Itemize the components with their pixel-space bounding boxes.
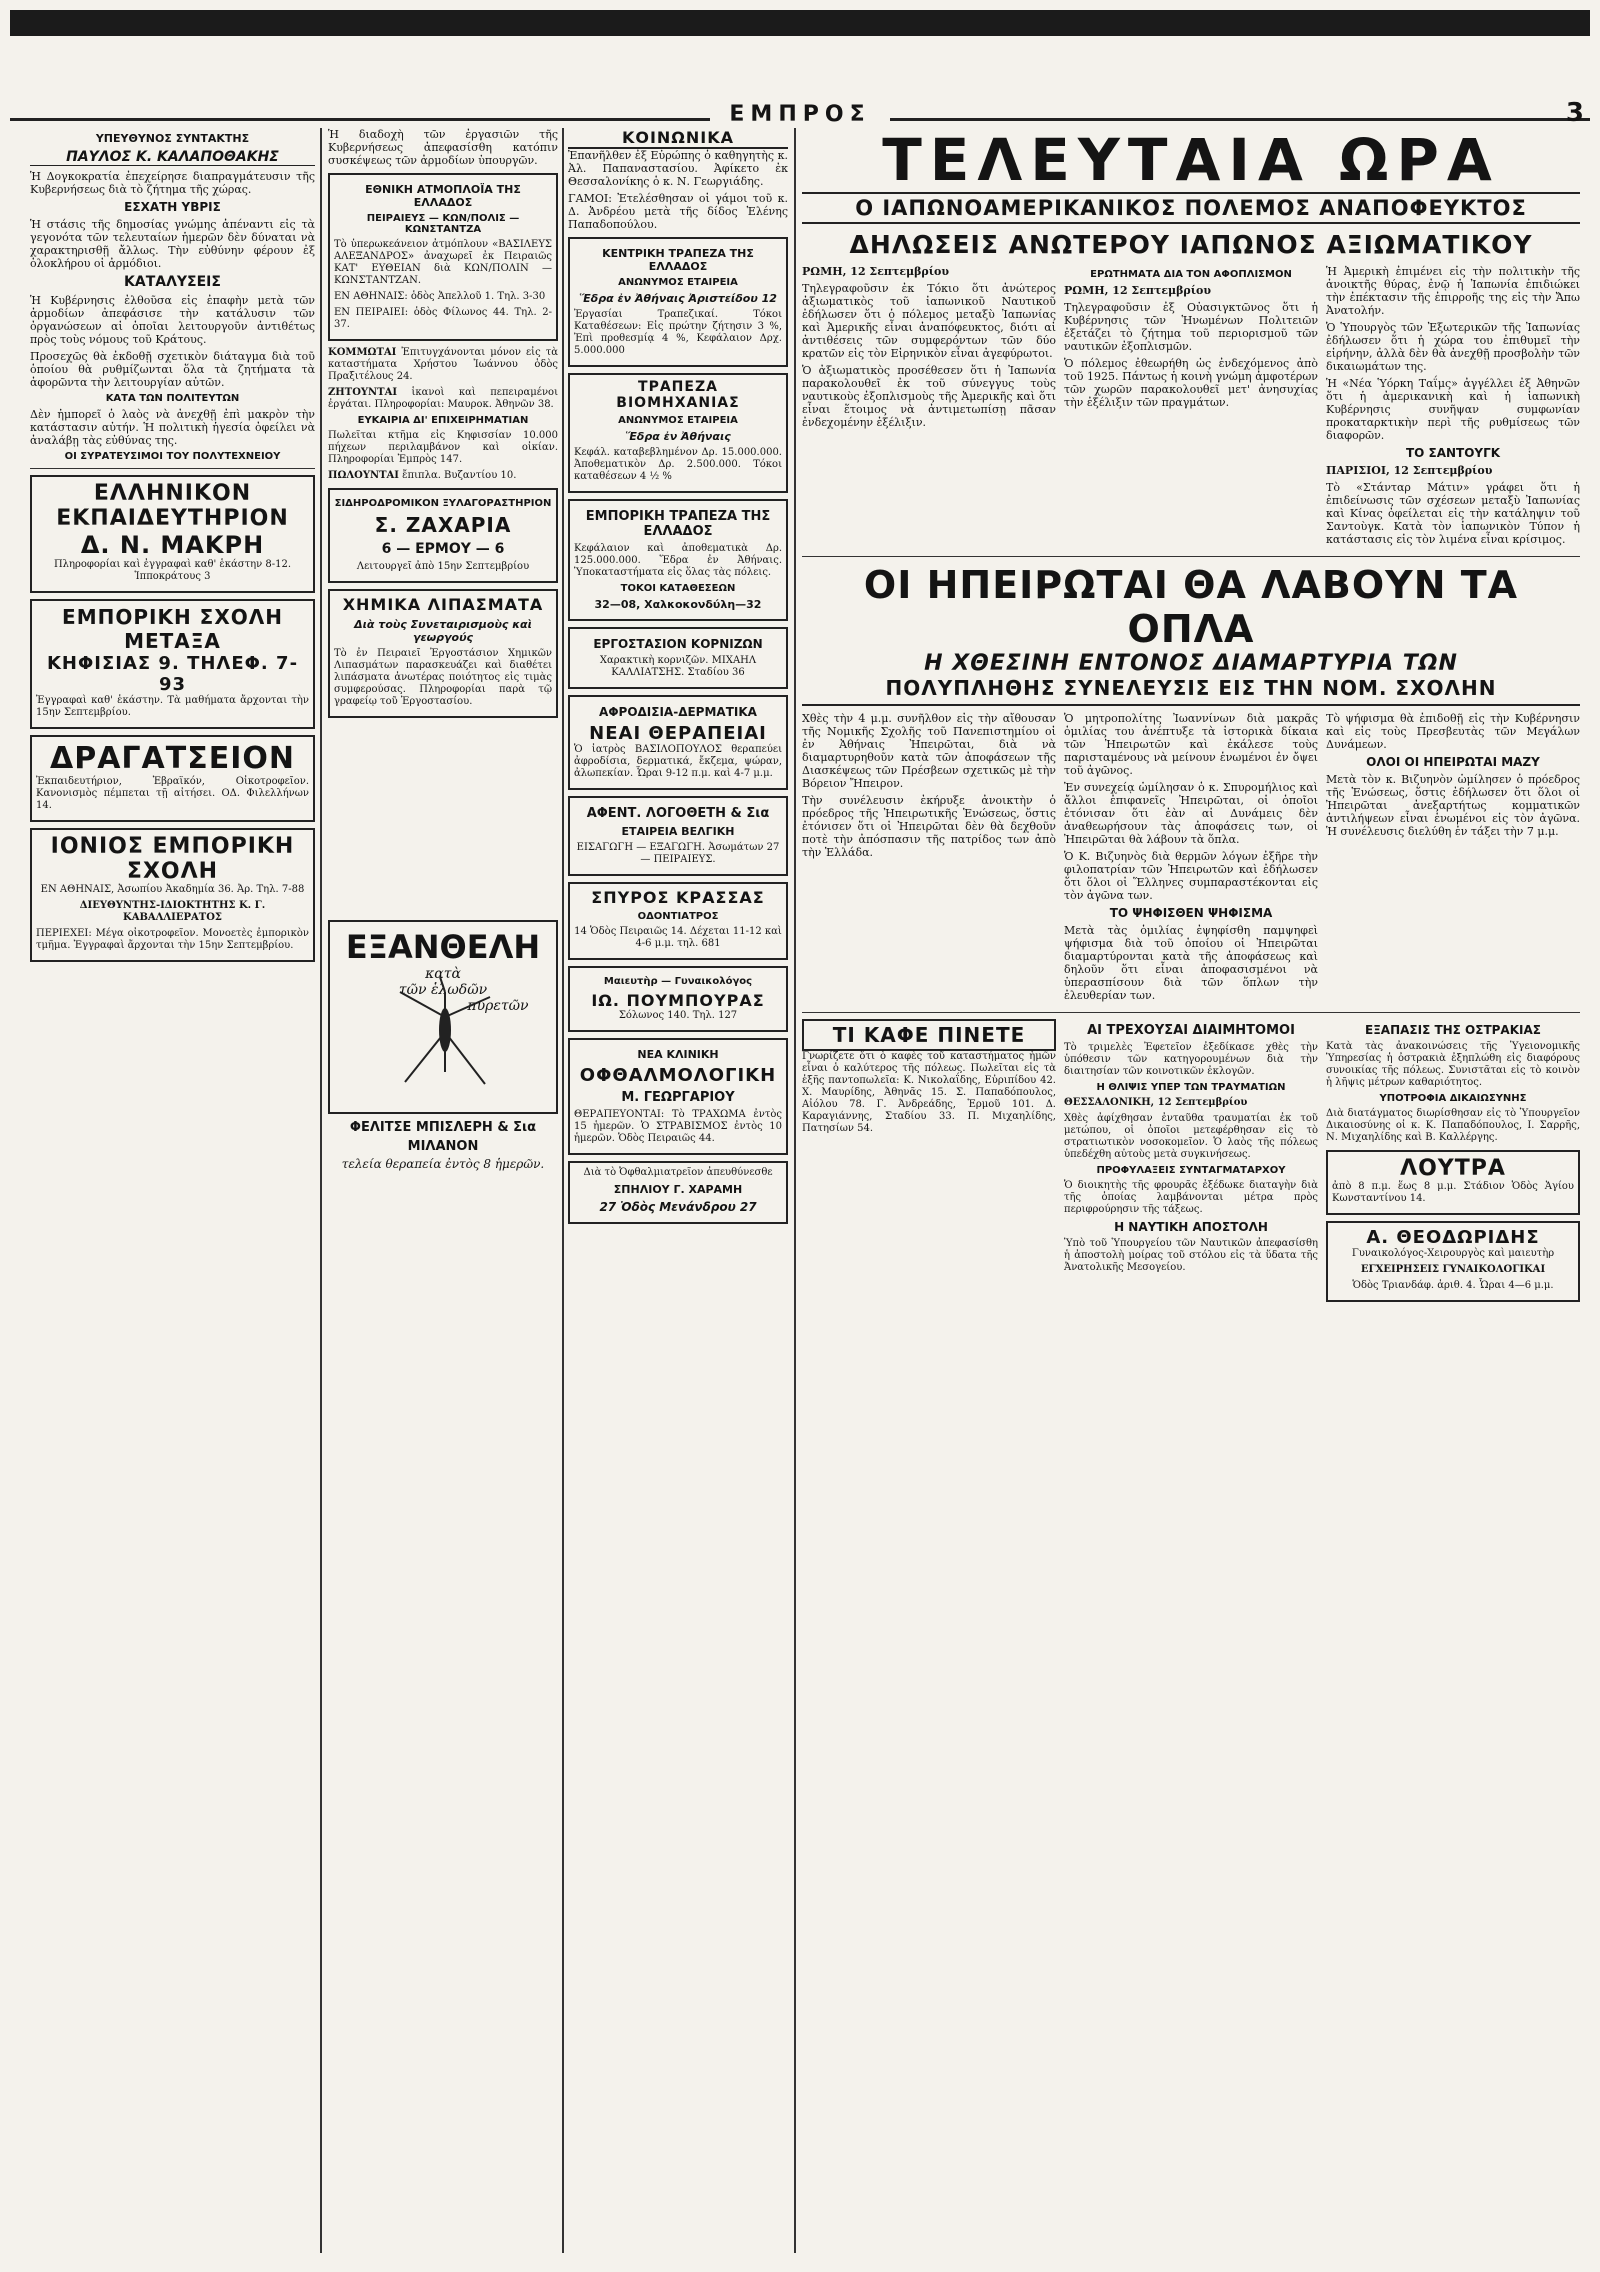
page-number: 3 [1565,98,1584,128]
ad-subtitle: ΝΕΑΙ ΘΕΡΑΠΕΙΑΙ [589,723,767,744]
dateline: ΡΩΜΗ, 12 Σεπτεμβρίου [1064,284,1211,297]
headline: ΔΗΛΩΣΕΙΣ ΑΝΩΤΕΡΟΥ ΙΑΠΩΝΟΣ ΑΞΙΩΜΑΤΙΚΟΥ [849,230,1533,259]
ad-frames [568,627,788,689]
ad-city: ΜΙΛΑΝΟΝ [407,1139,479,1154]
ad-zacharia [328,488,558,583]
ad-title: ΙΩ. ΠΟΥΜΠΟΥΡΑΣ [591,991,765,1010]
ad-claim: τελεία θεραπεία ἐντὸς 8 ἡμερῶν. [341,1157,545,1171]
ad-text: Σόλωνος 140. Τηλ. 127 [618,1010,738,1021]
ad-office: ΕΝ ΠΕΙΡΑΙΕΙ: ὁδὸς Φίλωνος 44. Τηλ. 2-37. [334,307,552,330]
ad-steamship [328,173,558,341]
ad-tagline: τῶν ἑλωδῶν [398,982,488,998]
ad-text: Τὸ ἐν Πειραιεῖ Ἐργοστάσιον Χημικῶν Λιπασμάτων παρασκευάζει καὶ διαθέτει λιπάσματα ἀνωτέρας ποιότητος εἰς τιμὰς συμφερούσας. Πληροφορίαι παρὰ τῷ γραφείῳ τοῦ Ἐργοστασίου. [334,648,552,707]
classified-title: ΠΩΛΟΥΝΤΑΙ [328,470,399,481]
ad-address: Ὁδὸς Τριανδάφ. ἀριθ. 4. Ὧραι 4—6 μ.μ. [1352,1280,1554,1291]
article-paragraph: Ἡ Ἀμερικὴ ἐπιμένει εἰς τὴν πολιτικὴν τῆς ἀνοικτῆς θύρας, ἐνῷ ἡ Ἰαπωνία ἐπιδιώκει τὴν ἐπέκτασιν τῆς ἐπιρροῆς της εἰς τὴν Ἄπω Ἀνατολήν. [1326,265,1580,317]
ad-name: Δ. Ν. ΜΑΚΡΗ [80,531,265,559]
bank-address: Ἕδρα ἐν Ἀθήναις [625,430,731,443]
article-paragraph: Τηλεγραφοῦσιν ἐκ Τόκιο ὅτι ἀνώτερος ἀξιωματικὸς τοῦ ἰαπωνικοῦ Ναυτικοῦ ἐδήλωσεν ὅτι ὁ πόλεμος μεταξὺ Ἰαπωνίας καὶ Ἀμερικῆς εἶναι ἀναπόφευκτος, διότι αἱ ἀντιθέσεις τῶν συμφερόντων τῶν δύο κρατῶν εἰς τὸν Εἰρηνικὸν εἶναι ἀγεφύρωτοι. [802,282,1056,360]
article-paragraph: Τὸ «Στάνταρ Μάτιν» γράφει ὅτι ἡ ἐπιδείνωσις τῶν σχέσεων μεταξὺ Ἰαπωνίας καὶ Κίνας ὀφείλεται εἰς τὴν κατάληψιν τοῦ Σαντοὺγκ. Κατὰ τὸν ἰαπωνικὸν Τύπον ἡ κατάστασις εἰς τὸν λιμένα εἶναι κρίσιμος. [1326,481,1580,546]
ad-title: ΙΟΝΙΟΣ ΕΜΠΟΡΙΚΗ ΣΧΟΛΗ [50,834,295,884]
ad-theodoridis [1326,1221,1580,1302]
article-paragraph: Ὁ πόλεμος ἐθεωρήθη ὡς ἐνδεχόμενος ἀπὸ τοῦ 1925. Πάντως ἡ κοινὴ γνώμη ἀμφοτέρων τῶν χωρῶν παρακολουθεῖ μετ' ἀνησυχίας τὴν ἐξέλιξιν τῶν πραγμάτων. [1064,357,1318,409]
section-title: ΕΞΑΠΑΣΙΣ ΤΗΣ ΟΣΤΡΑΚΙΑΣ [1365,1023,1541,1037]
article-paragraph: Μετὰ τὸν κ. Βιζυηνὸν ὡμίλησεν ὁ πρόεδρος τῆς Ἑνώσεως, ὅστις ἐδήλωσεν ὅτι ὅλοι οἱ Ἠπειρῶται ἀνεξαρτήτως κομματικῶν ἀντιλήψεων εἶναι ἑνωμένοι εἰς τὸν ἀγῶνα. Ἡ συνέλευσις διελύθη ἐν τάξει τὴν 7 μ.μ. [1326,773,1580,838]
ad-ionios-school [30,828,315,962]
banner-headline: ΤΕΛΕΥΤΑΙΑ ΩΡΑ [882,128,1500,194]
classified-text: Ἐπιτυγχάνονται μόνον εἰς τὰ καταστήματα Χρήστου Ἰωάννου ὁδὸς Πραξιτέλους 24. [328,347,558,382]
ad-subtitle: ΟΔΟΝΤΙΑΤΡΟΣ [637,911,719,922]
section-title: ΚΟΙΝΩΝΙΚΑ [568,128,788,149]
bank-title: ΚΕΝΤΡΙΚΗ ΤΡΑΠΕΖΑ ΤΗΣ ΕΛΛΑΔΟΣ [602,247,754,273]
article-paragraph: Ὑπὸ τοῦ Ὑπουργείου τῶν Ναυτικῶν ἀπεφασίσθη ἡ ἀποστολὴ μοίρας τοῦ στόλου εἰς τὰ ὕδατα τῆς Ἀνατολικῆς Μεσογείου. [1064,1238,1318,1273]
column-rule [320,128,322,2253]
classified-text: ἱκανοὶ καὶ πεπειραμένοι ἐργάται. Πληροφορίαι: Μαυροκ. Ἀθηνῶν 38. [328,387,558,410]
masthead-title: ΕΜΠΡΟΣ [710,102,890,127]
ad-address: ΕΝ ΑΘΗΝΑΙΣ, Ἀσωπίου Ἀκαδημία 36. Ἀρ. Τηλ. 7-88 [40,884,305,895]
ad-text: Διὰ τὸ Ὀφθαλμιατρεῖον ἀπευθύνεσθε [583,1167,773,1178]
ad-title: ΟΦΘΑΛΜΟΛΟΓΙΚΗ [579,1065,777,1086]
ad-text: Ὁ ἰατρὸς ΒΑΣΙΛΟΠΟΥΛΟΣ θεραπεύει ἀφροδίσια, δερματικά, ἔκζεμα, ψώραν, ἀλωπεκίαν. Ὧραι 9-12 π.μ. καὶ 4-7 μ.μ. [574,744,782,779]
classified-text: Πωλεῖται κτῆμα εἰς Κηφισσίαν 10.000 πήχεων περιλαμβάνον καὶ οἰκίαν. Πληροφορίαι Ἐμπρὸς 147. [328,430,558,465]
classified-title: ΖΗΤΟΥΝΤΑΙ [328,387,398,398]
bank-subtitle: ΤΟΚΟΙ ΚΑΤΑΘΕΣΕΩΝ [620,583,736,594]
classified-text: ἔπιπλα. Βυζαντίου 10. [402,470,517,481]
headline: Η ΧΘΕΣΙΝΗ ΕΝΤΟΝΟΣ ΔΙΑΜΑΡΤΥΡΙΑ ΤΩΝ [924,651,1458,676]
article-paragraph: Ἡ Κυβέρνησις ἐλθοῦσα εἰς ἐπαφὴν μετὰ τῶν ἀρμοδίων ἀπεφάσισε τὴν κατάλυσιν τῶν ὀργανώσεων αἱ ὁποῖαι λειτουργοῦν ἀντιθέτως πρὸς τοὺς νόμους τοῦ Κράτους. [30,294,315,346]
ad-title: ΑΦΕΝΤ. ΛΟΓΟΘΕΤΗ & Σια [586,806,770,821]
article-paragraph: Διὰ διατάγματος διωρίσθησαν εἰς τὸ Ὑπουργεῖον Δικαιοσύνης οἱ κ. Κ. Παπαδόπουλος, Ι. Σαρρῆς, Ν. Μιχαηλίδης καὶ Β. Καλλέργης. [1326,1108,1580,1143]
article-paragraph: Δὲν ἠμπορεῖ ὁ λαὸς νὰ ἀνεχθῇ ἐπὶ μακρὸν τὴν κατάστασιν αὐτήν. Ἡ πολιτικὴ ἡγεσία ὀφείλει νὰ ἀναλάβῃ τὰς εὐθύνας της. [30,408,315,447]
headline: ΟΙ ΗΠΕΙΡΩΤΑΙ ΘΑ ΛΑΒΟΥΝ ΤΑ ΟΠΛΑ [863,563,1519,651]
article-paragraph: ΓΑΜΟΙ: Ἐτελέσθησαν οἱ γάμοι τοῦ κ. Δ. Ἀνδρέου μετὰ τῆς δίδος Ἑλένης Παπαδοπούλου. [568,192,788,231]
ad-commercial-bank [568,499,788,621]
ad-fertilizers [328,589,558,718]
dateline: ΡΩΜΗ, 12 Σεπτεμβρίου [802,265,949,278]
article-paragraph: Προσεχῶς θὰ ἐκδοθῇ σχετικὸν διάταγμα διὰ τοῦ ὁποίου θὰ ρυθμίζωνται ὅλα τὰ ζητήματα τὰ ἀφορῶντα τὴν λειτουργίαν αὐτῶν. [30,350,315,389]
article-paragraph: Ἐπανῆλθεν ἐξ Εὐρώπης ὁ καθηγητὴς κ. Ἀλ. Παπαναστασίου. Ἀφίκετο ἐκ Θεσσαλονίκης ὁ κ. Ν. Γεωργιάδης. [568,149,788,188]
ad-title: ΧΗΜΙΚΑ ΛΙΠΑΣΜΑΤΑ [342,595,544,614]
ad-logotheti [568,796,788,876]
ad-brand: ΕΞΑΝΘΕΛΗ [345,928,541,966]
ad-metaxa-school [30,599,315,729]
column-rule [562,128,564,2253]
dateline: ΠΑΡΙΣΙΟΙ, 12 Σεπτεμβρίου [1326,464,1493,477]
ad-baths [1326,1150,1580,1215]
illustrated-ad [328,914,558,1175]
mosquito-icon [390,972,500,1092]
bank-text: Ἐργασίαι Τραπεζικαί. Τόκοι Καταθέσεων: Εἰς πρώτην ζήτησιν 3 %, Ἐπὶ προθεσμίᾳ 4 %, Κεφάλαιον Δρχ. 5.000.000 [574,309,782,356]
divider [802,1012,1580,1013]
bank-text: Κεφάλ. καταβεβλημένον Δρ. 15.000.000. Ἀποθεματικὸν Δρ. 2.500.000. Τόκοι καταθέσεων 4 ½ % [574,447,782,482]
kicker-headline: Ο ΙΑΠΩΝΟΑΜΕΡΙΚΑΝΙΚΟΣ ΠΟΛΕΜΟΣ ΑΝΑΠΟΦΕΥΚΤΟΣ [802,192,1580,224]
article-paragraph: Ἡ διαδοχὴ τῶν ἐργασιῶν τῆς Κυβερνήσεως ἀπεφασίσθη κατόπιν συσκέψεως τῶν ἀρμοδίων ὑπουργῶν. [328,128,558,167]
dateline: ΘΕΣΣΑΛΟΝΙΚΗ, 12 Σεπτεμβρίου [1064,1097,1248,1108]
ad-subtitle: ΕΤΑΙΡΕΙΑ ΒΕΛΓΙΚΗ [621,825,735,838]
article-paragraph: Ἡ στάσις τῆς δημοσίας γνώμης ἀπέναντι εἰς τὰ γεγονότα τῶν τελευταίων ἡμερῶν δὲν δύναται νὰ χαρακτηρισθῇ ἄλλως. Τὴν εὐθύνην φέρουν ἐξ ὁλοκλήρου οἱ ἀρμόδιοι. [30,218,315,270]
section-title: ΑΙ ΤΡΕΧΟΥΣΑΙ ΔΙΑΙΜΗΤΟΜΟΙ [1087,1023,1295,1038]
ad-title: ΔΡΑΓΑΤΣΕΙΟΝ [50,741,295,776]
ad-title: ΑΦΡΟΔΙΣΙΑ-ΔΕΡΜΑΤΙΚΑ [599,705,757,719]
section-title: ΤΙ ΚΑΦΕ ΠΙΝΕΤΕ [802,1019,1056,1051]
ad-title: ΕΘΝΙΚΗ ΑΤΜΟΠΛΟΪΑ ΤΗΣ ΕΛΛΑΔΟΣ [365,183,521,209]
article-paragraph: Ἡ Δογκοκρατία ἐπεχείρησε διαπραγμάτευσιν τῆς Κυβερνήσεως διὰ τὸ ζήτημα τῆς χώρας. [30,170,315,196]
ad-title: ΣΙΔΗΡΟΔΡΟΜΙΚΟΝ ΞΥΛΑΓΟΡΑΣΤΗΡΙΟΝ [334,498,552,509]
column-2 [328,128,558,908]
divider [802,556,1580,557]
ad-title: Α. ΘΕΟΔΩΡΙΔΗΣ [1366,1227,1540,1248]
ad-director: ΔΙΕΥΘΥΝΤΗΣ-ΙΔΙΟΚΤΗΤΗΣ Κ. Γ. ΚΑΒΑΛΛΙΕΡΑΤΟΣ [79,900,266,923]
subhead: ΟΙ ΣΥΡΑΤΕΥΣΙΜΟΙ ΤΟΥ ΠΟΛΥΤΕΧΝΕΙΟΥ [64,451,281,462]
ad-tagline: πυρετῶν [467,998,529,1014]
article-paragraph: Τὸ τριμελὲς Ἐφετεῖον ἐξεδίκασε χθὲς τὴν ὑπόθεσιν τῶν κατηγορουμένων διὰ τὴν διαιτησίαν τῶν κοινοτικῶν ἐκλογῶν. [1064,1042,1318,1077]
subhead: Η ΘΛΙΨΙΣ ΥΠΕΡ ΤΩΝ ΤΡΑΥΜΑΤΙΩΝ [1096,1082,1286,1093]
divider [30,468,315,469]
ad-title: ΕΜΠΟΡΙΚΗ ΣΧΟΛΗ ΜΕΤΑΞΑ [62,605,283,653]
bank-subtitle: ΑΝΩΝΥΜΟΣ ΕΤΑΙΡΕΙΑ [618,277,738,288]
article-paragraph: Κατὰ τὰς ἀνακοινώσεις τῆς Ὑγειονομικῆς Ὑπηρεσίας ἡ ὀστρακιὰ ἐξηπλώθη εἰς διαφόρους συνοικίας τῆς πόλεως. Συνιστᾶται εἰς τὸ κοινὸν ἡ λῆψις μέτρων καθαριότητος. [1326,1041,1580,1088]
ad-eye-clinic [568,1038,788,1155]
ad-text: Πληροφορίαι καὶ ἐγγραφαὶ καθ' ἑκάστην 8-12. Ἱπποκράτους 3 [53,559,292,582]
bank-address: Ἕδρα ἐν Ἀθήναις Ἀριστείδου 12 [579,292,777,305]
article-paragraph: Χθὲς τὴν 4 μ.μ. συνῆλθον εἰς τὴν αἴθουσαν τῆς Νομικῆς Σχολῆς τοῦ Πανεπιστημίου οἱ ἐν Ἀθήναις Ἠπειρῶται, διὰ νὰ διαμαρτυρηθοῦν κατὰ τῶν ἀποφάσεων τῆς Διασκέψεως τῶν Πρέσβεων σχετικῶς μὲ τὴν Βόρειον Ἤπειρον. [802,712,1056,790]
ad-text: ΕΙΣΑΓΩΓΗ — ΕΞΑΓΩΓΗ. Ἀσωμάτων 27 — ΠΕΙΡΑΙΕΥΣ. [576,842,780,865]
ad-title: ΛΟΥΤΡΑ [1400,1156,1506,1181]
subhead: ΟΛΟΙ ΟΙ ΗΠΕΙΡΩΤΑΙ ΜΑΖΥ [1366,755,1540,769]
article-paragraph: Γνωρίζετε ὅτι ὁ καφὲς τοῦ καταστήματος ἡμῶν εἶναι ὁ καλύτερος τῆς πόλεως. Πωλεῖται εἰς τὰ ἑξῆς παντοπωλεῖα: Κ. Νικολαΐδης, Εὐριπίδου 42. Χ. Μαυρίδης, Ἀθηνᾶς 15. Σ. Παπαδόπουλος, Αἰόλου 78. Γ. Ἀνδρεάδης, Ἑρμοῦ 101. Δ. Καραγιάννης, Σταδίου 33. Π. Μιχαηλίδης, Πατησίων 54. [802,1051,1056,1134]
ad-makris-school [30,475,315,593]
ad-address: 6 — ΕΡΜΟΥ — 6 [381,541,505,557]
byline-name: ΠΑΥΛΟΣ Κ. ΚΑΛΑΠΟΘΑΚΗΣ [30,149,315,166]
bank-phone: 32—08, Χαλκοκονδύλη—32 [594,598,762,611]
article-paragraph: Ὁ ἀξιωματικὸς προσέθεσεν ὅτι ἡ Ἰαπωνία παρακολουθεῖ ἐκ τοῦ σύνεγγυς τοὺς ναυτικοὺς ἐξοπλισμοὺς τῆς Ἀμερικῆς καὶ ὅτι εἶναι ἕτοιμος νὰ ἀντιμετωπίσῃ πᾶσαν ἐνδεχομένην ἐξέλιξιν. [802,364,1056,429]
ad-address: 27 Ὁδὸς Μενάνδρου 27 [599,1200,757,1214]
article-paragraph: Ὁ διοικητὴς τῆς φρουρᾶς ἐξέδωκε διαταγὴν διὰ τῆς ὁποίας λαμβάνονται μέτρα πρὸς περιφρούρησιν τῆς τάξεως. [1064,1180,1318,1215]
subhead: Η ΝΑΥΤΙΚΗ ΑΠΟΣΤΟΛΗ [1114,1220,1268,1234]
ad-charamis [568,1161,788,1224]
bank-title: ΕΜΠΟΡΙΚΗ ΤΡΑΠΕΖΑ ΤΗΣ ΕΛΛΑΔΟΣ [585,509,771,539]
ad-name: ΣΠΗΛΙΟΥ Γ. ΧΑΡΑΜΗ [613,1183,743,1196]
classified-title: ΚΟΜΜΩΤΑΙ [328,347,397,358]
ad-text: ΠΕΡΙΕΧΕΙ: Μέγα οἰκοτροφεῖον. Μονοετὲς ἐμπορικὸν τμῆμα. Ἐγγραφαὶ ἄρχονται τὴν 15ην Σεπτεμβρίου. [36,928,309,951]
ad-text: ἀπὸ 8 π.μ. ἕως 8 μ.μ. Στάδιον Ὁδὸς Ἁγίου Κωνσταντίνου 14. [1332,1181,1574,1204]
page-top-band [10,10,1590,36]
ad-krassas [568,882,788,960]
subhead: ΥΠΟΤΡΟΦΙΑ ΔΙΚΑΙΩΣΥΝΗΣ [1379,1093,1527,1104]
ad-tagline: κατὰ [425,966,461,982]
subhead: ΠΡΟΦΥΛΑΞΕΙΣ ΣΥΝΤΑΓΜΑΤΑΡΧΟΥ [1096,1165,1286,1176]
subhead: ΕΡΩΤΗΜΑΤΑ ΔΙΑ ΤΟΝ ΑΦΟΠΛΙΣΜΟΝ [1090,269,1292,280]
byline-label: ΥΠΕΥΘΥΝΟΣ ΣΥΝΤΑΚΤΗΣ [95,132,250,145]
ad-text: Χαρακτικὴ κορνιζῶν. ΜΙΧΑΗΛ ΚΑΛΛΙΑΤΣΗΣ. Σταδίου 36 [599,655,757,678]
article-paragraph: Μετὰ τὰς ὁμιλίας ἐψηφίσθη παμψηφεὶ ψήφισμα διὰ τοῦ ὁποίου οἱ Ἠπειρῶται διαμαρτύρονται κατὰ τῆς ἀποφάσεως καὶ δηλοῦν ὅτι εἶναι ἀποφασισμένοι νὰ ὑπερασπίσουν διὰ τῶν ὅπλων τὴν ἐλευθερίαν των. [1064,924,1318,1002]
ad-central-bank [568,237,788,367]
column-4-last-hour [802,128,1580,2248]
column-3 [568,128,788,2248]
ad-title: ΕΛΛΗΝΙΚΟΝ ΕΚΠΑΙΔΕΥΤΗΡΙΟΝ [56,481,289,531]
ad-text: ΘΕΡΑΠΕΥΟΝΤΑΙ: Τὸ ΤΡΑΧΩΜΑ ἐντὸς 15 ἡμερῶν. Ὁ ΣΤΡΑΒΙΣΜΟΣ ἐντὸς 10 ἡμερῶν. Ὁδὸς Πειραιῶς 44. [574,1109,782,1144]
ad-subtitle: Μαιευτὴρ — Γυναικολόγος [603,976,753,987]
bank-title: ΤΡΑΠΕΖΑ ΒΙΟΜΗΧΑΝΙΑΣ [616,379,740,411]
ad-text: ΕΓΧΕΙΡΗΣΕΙΣ ΓΥΝΑΙΚΟΛΟΓΙΚΑΙ [1360,1264,1546,1275]
article-paragraph: Ἡ «Νέα Ὑόρκη Ταΐμς» ἀγγέλλει ἐξ Ἀθηνῶν ὅτι ἡ ἀμερικανικὴ καὶ ἡ ἰαπωνικὴ Κυβέρνησις συνῆψαν συμφωνίαν προκαταρκτικὴν περὶ τῆς ρυθμίσεως τῶν διαφορῶν. [1326,377,1580,442]
subhead: ΤΟ ΣΑΝΤΟΥΓΚ [1405,446,1501,460]
column-rule [794,128,796,2253]
ad-illustration-box [328,920,558,1114]
subhead: ΚΑΤΑΛΥΣΕΙΣ [124,274,221,290]
ad-dragatseion [30,735,315,822]
article-paragraph: Χθὲς ἀφίχθησαν ἐνταῦθα τραυματίαι ἐκ τοῦ μετώπου, οἱ ὁποῖοι μετεφέρθησαν εἰς τὸ στρατιωτικὸν νοσοκομεῖον. Ὁ λαὸς τῆς πόλεως ὑπεδέχθη αὐτοὺς μετὰ συγκινήσεως. [1064,1113,1318,1160]
ad-address: ΚΗΦΙΣΙΑΣ 9. ΤΗΛΕΦ. 7-93 [46,653,299,695]
ad-text: Τὸ ὑπερωκεάνειον ἀτμόπλουν «ΒΑΣΙΛΕΥΣ ΑΛΕΞΑΝΔΡΟΣ» ἀναχωρεῖ ἐκ Πειραιῶς ΚΑΤ' ΕΥΘΕΙΑΝ διὰ ΚΩΝ/ΠΟΛΙΝ — ΚΩΝΣΤΑΝΤΖΑΝ. [334,239,552,286]
article-paragraph: Ὁ Ὑπουργὸς τῶν Ἐξωτερικῶν τῆς Ἰαπωνίας ἐδήλωσεν ὅτι ἡ χώρα του ἐπιθυμεῖ τὴν εἰρήνην, ἀλλὰ δὲν θὰ ἀνεχθῇ προσβολὴν τῶν δικαιωμάτων της. [1326,321,1580,373]
subhead: ΕΣΧΑΤΗ ΥΒΡΙΣ [124,200,221,214]
ad-note: Λειτουργεῖ ἀπὸ 15ην Σεπτεμβρίου [356,561,530,572]
ad-name: Σ. ΖΑΧΑΡΙΑ [374,513,512,537]
article-paragraph: Τηλεγραφοῦσιν ἐξ Οὐασιγκτῶνος ὅτι ἡ Κυβέρνησις τῶν Ἡνωμένων Πολιτειῶν ἐξετάζει τὸ ζήτημα τοῦ περιορισμοῦ τῶν ναυτικῶν ἐξοπλισμῶν. [1064,301,1318,353]
classified-title: ΕΥΚΑΙΡΙΑ ΔΙ' ΕΠΙΧΕΙΡΗΜΑΤΙΑΝ [357,415,529,426]
ad-maker: ΦΕΛΙΤΣΕ ΜΠΙΣΛΕΡΗ & Σια [349,1120,537,1135]
article-paragraph: Τὸ ψήφισμα θὰ ἐπιδοθῇ εἰς τὴν Κυβέρνησιν καὶ εἰς τοὺς Πρεσβευτὰς τῶν Μεγάλων Δυνάμεων. [1326,712,1580,751]
ad-title: ΣΠΥΡΟΣ ΚΡΑΣΣΑΣ [591,888,765,907]
ad-text: 14 Ὁδὸς Πειραιῶς 14. Δέχεται 11-12 καὶ 4-6 μ.μ. τηλ. 681 [574,926,782,949]
newspaper-page [10,10,1590,2262]
article-paragraph: Ἐν συνεχείᾳ ὡμίλησαν ὁ κ. Σπυρομήλιος καὶ ἄλλοι ἐπιφανεῖς Ἠπειρῶται, οἱ ὁποῖοι ἐτόνισαν ὅτι ἐὰν αἱ Δυνάμεις δὲν ἀναθεωρήσουν τὰς ἀποφάσεις των, οἱ Ἠπειρῶται θὰ λάβουν τὰ ὅπλα. [1064,781,1318,846]
subhead: ΚΑΤΑ ΤΩΝ ΠΟΛΙΤΕΥΤΩΝ [105,393,240,404]
column-1 [30,128,315,2248]
ad-subtitle: Γυναικολόγος-Χειρουργὸς καὶ μαιευτὴρ [1351,1248,1555,1259]
article-paragraph: Ὁ μητροπολίτης Ἰωαννίνων διὰ μακρᾶς ὁμιλίας του ἀνέπτυξε τὰ ἱστορικὰ δίκαια τῶν Ἠπειρωτῶν καὶ ἐκάλεσε τοὺς παρισταμένους νὰ μείνουν ἑνωμένοι ἐν ὄψει τοῦ ἀγῶνος. [1064,712,1318,777]
ad-title: ΕΡΓΟΣΤΑΣΙΟΝ ΚΟΡΝΙΖΩΝ [593,637,763,651]
subhead: ΤΟ ΨΗΦΙΣΘΕΝ ΨΗΦΙΣΜΑ [1109,906,1273,920]
article-paragraph: Ὁ Κ. Βιζυηνὸς διὰ θερμῶν λόγων ἐξῆρε τὴν φιλοπατρίαν τῶν Ἠπειρωτῶν καὶ ἐδήλωσεν ὅτι ὅλοι οἱ Ἕλληνες συμπαραστέκονται εἰς τὸν ἀγῶνα των. [1064,850,1318,902]
ad-text: Ἐγγραφαὶ καθ' ἑκάστην. Τὰ μαθήματα ἄρχονται τὴν 15ην Σεπτεμβρίου. [36,695,309,718]
ad-office: ΕΝ ΑΘΗΝΑΙΣ: ὁδὸς Ἀπελλοῦ 1. Τηλ. 3-30 [334,291,546,302]
ad-subtitle: Διὰ τοὺς Συνεταιρισμοὺς καὶ γεωργούς [354,618,532,644]
ad-poumpouras [568,966,788,1032]
ad-name: Μ. ΓΕΩΡΓΑΡΙΟΥ [621,1090,735,1105]
ad-route: ΠΕΙΡΑΙΕΥΣ — ΚΩΝ/ΠΟΛΙΣ — ΚΩΝΣΤΑΝΤΖΑ [366,213,520,235]
bank-subtitle: ΑΝΩΝΥΜΟΣ ΕΤΑΙΡΕΙΑ [618,415,738,426]
bank-text: Κεφάλαιον καὶ ἀποθεματικὰ Δρ. 125.000.000. Ἕδρα ἐν Ἀθήναις. Ὑποκαταστήματα εἰς ὅλας τὰς πόλεις. [574,543,782,578]
ad-dermatology [568,695,788,790]
article-paragraph: Τὴν συνέλευσιν ἐκήρυξε ἀνοικτὴν ὁ πρόεδρος τῆς Ἠπειρωτικῆς Ἑνώσεως, ὅστις ἐτόνισεν ὅτι οἱ Ἠπειρῶται δὲν θὰ δεχθοῦν ποτὲ τὴν ἀπόσπασιν τῆς πατρίδος των ἀπὸ τὴν Ἑλλάδα. [802,794,1056,859]
ad-text: Ἐκπαιδευτήριον, Ἑβραϊκόν, Οἰκοτροφεῖον. Κανονισμὸς πέμπεται τῇ αἰτήσει. ΟΔ. Φιλελλήνων 14. [36,776,309,811]
headline: ΠΟΛΥΠΛΗΘΗΣ ΣΥΝΕΛΕΥΣΙΣ ΕΙΣ ΤΗΝ ΝΟΜ. ΣΧΟΛΗΝ [802,676,1580,706]
ad-pretitle: ΝΕΑ ΚΛΙΝΙΚΗ [637,1048,719,1061]
ad-industry-bank [568,373,788,493]
